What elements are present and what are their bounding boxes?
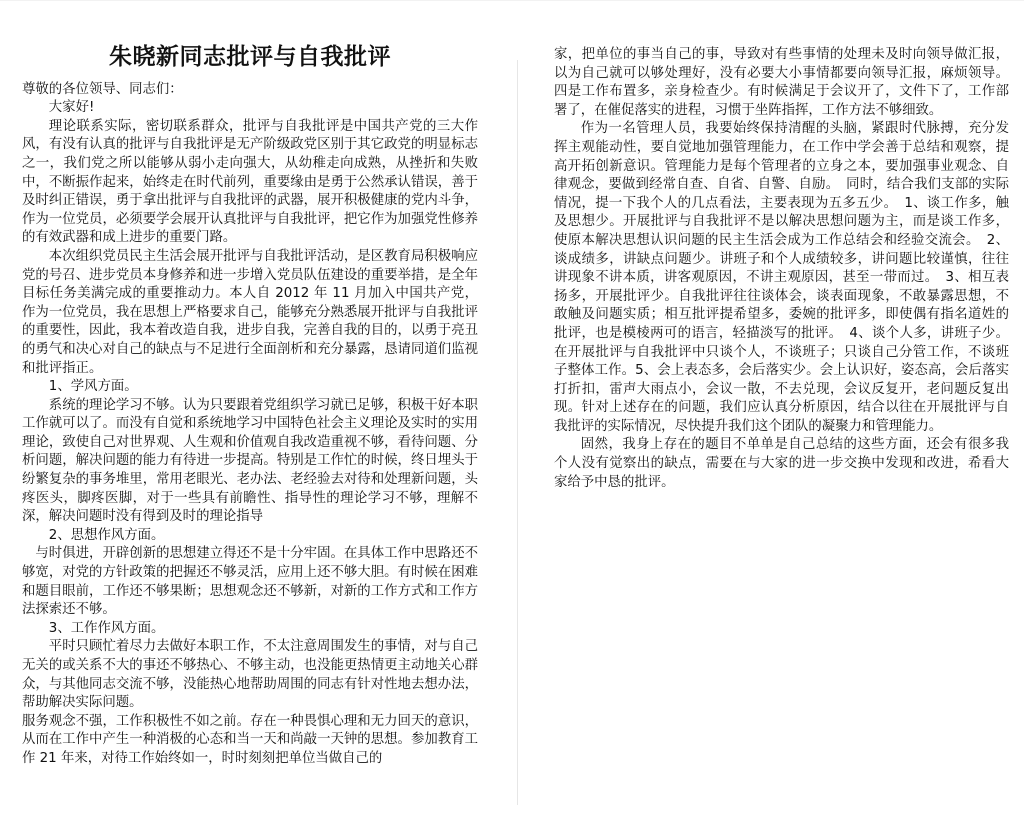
section-text-work-continued: 服务观念不强，工作积极性不如之前。存在一种畏惧心理和无力回天的意识，从而在工作中产生一种消极的心态和当一天和尚敲一天钟的思想。参加教育工作 21 年来，对待工作始终如一，时时刻刻把单位当做自己的 [22, 713, 478, 766]
body-paragraph: 本次组织党员民主生活会展开批评与自我批评活动，是区教育局积极响应党的号召、进步党员本身修养和进一步增入党员队伍建设的重要举措，是全年目标任务美满完成的重要推动力。本人自 2012 年 11 月加入中国共产党，作为一位党员，我在思想上严格要求自己，能够充分熟悉展开批评与自我批评的重要性，因此，我本着改造自我，进步自我，完善自我的目的，以勇于亮丑的勇气和决心对自己的缺点与不足进行全面剖析和充分暴露，恳请同道们监视和批评指正。 [22, 248, 478, 376]
greeting: 大家好! [48, 100, 95, 116]
section-heading-study: 1、学风方面。 [48, 379, 138, 395]
body-paragraph-management: 作为一名管理人员，我要始终保持清醒的头脑，紧跟时代脉搏，充分发挥主观能动性，要自觉地加强管理能力，在工作中学会善于总结和观察，提高开拓创新意识。管理能力是每个管理者的立身之本，要加强事业观念、自律观念，要做到经常自查、自省、自警、自励。 同时，结合我们支部的实际情况，提一下我个人的几点看法，主要表现为五多五少。 1、谈工作多，触及思想少。开展批评与自我批评不是以解决思想问题为主，而是谈工作多，使原本解决思想认识问题的民主生活会成为工作总结会和经验交流会。 2、谈成绩多，讲缺点问题少。讲班子和个人成绩较多，讲问题比较谨慎，往往讲现象不讲本质，讲客观原因，不讲主观原因，甚至一带而过。 3、相互表扬多，开展批评少。自我批评往往谈体会，谈表面现象，不敢暴露思想，不敢触及问题实质；相互批评提希望多，委婉的批评多，即使偶有指名道姓的批评，也是模棱两可的语言，轻描淡写的批评。 4、谈个人多，讲班子少。在开展批评与自我批评中只谈个人，不谈班子；只谈自己分管工作，不谈班子整体工作。5、会上表态多，会后落实少。会上认识好，姿态高，会后落实打折扣，雷声大雨点小，会议一散，不去兑现，会议反复开，老问题反复出现。针对上述存在的问题，我们应认真分析原因，结合以往在开展批评与自我批评的实际情况，尽快提升我们这个团队的凝聚力和管理能力。 [554, 121, 1009, 434]
body-paragraph-continued: 家，把单位的事当自己的事，导致对有些事情的处理未及时向领导做汇报，以为自己就可以够处理好，没有必要大小事情都要向领导汇报，麻烦领导。四是工作布置多，亲身检查少。有时候满足于会议开了，文件下了，工作部署了，在催促落实的进程，习惯于坐阵指挥，工作方法不够细致。 [554, 47, 1009, 118]
document-title: 朱晓新同志批评与自我批评 [109, 43, 391, 70]
body-paragraph: 理论联系实际，密切联系群众，批评与自我批评是中国共产党的三大作风，有没有认真的批评与自我批评是无产阶级政党区别于其它政党的明显标志之一，我们党之所以能够从弱小走向强大，从幼稚走向成熟，从挫折和失败中，不断振作起来，始终走在时代前列，重要缘由是勇于公然承认错误，善于及时纠正错误，勇于拿出批评与自我批评的武器，展开积极健康的党内斗争，作为一位党员，必须要学会展开认真批评与自我批评，把它作为加强党性修养的有效武器和成上进步的重要门路。 [22, 118, 478, 246]
section-text-thought: 与时俱进，开辟创新的思想建立得还不是十分牢固。在具体工作中思路还不够宽，对党的方针政策的把握还不够灵活，应用上还不够大胆。有时候在困难和题目眼前，工作还不够果断；思想观念还不够新，对新的工作方式和工作方法探索还不够。 [22, 546, 478, 618]
section-heading-thought: 2、思想作风方面。 [48, 527, 165, 543]
body-paragraph-closing: 固然，我身上存在的题目不单单是自己总结的这些方面，还会有很多我个人没有觉察出的缺点，需要在与大家的进一步交换中发现和改进，希看大家给予中恳的批评。 [554, 437, 1009, 490]
column-divider [517, 60, 518, 805]
right-column [554, 46, 1009, 492]
left-column [22, 40, 478, 769]
section-heading-work: 3、工作作风方面。 [48, 620, 165, 636]
salutation: 尊敬的各位领导、同志们： [22, 81, 183, 97]
top-border [0, 0, 1024, 1]
section-text-study: 系统的理论学习不够。认为只要跟着党组织学习就已足够，积极干好本职工作就可以了。而没有自觉和系统地学习中国特色社会主义理论及实时的实用理论，致使自己对世界观、人生观和价值观自我改造重视不够，看待问题、分析问题，解决问题的能力有待进一步提高。特别是工作忙的时候，终日埋头于纷繁复杂的事务堆里，常用老眼光、老办法、老经验去对待和处理新问题，头疼医头，脚疼医脚，对于一些具有前瞻性、指导性的理论学习不够，理解不深，解决问题时没有得到及时的理论指导 [22, 397, 478, 525]
section-text-work: 平时只顾忙着尽力去做好本职工作，不太注意周围发生的事情，对与自己无关的或关系不大的事还不够热心、不够主动，也没能更热情更主动地关心群众，与其他同志交流不够，没能热心地帮助周围的同志有针对性地去想办法，帮助解决实际问题。 [22, 639, 478, 711]
